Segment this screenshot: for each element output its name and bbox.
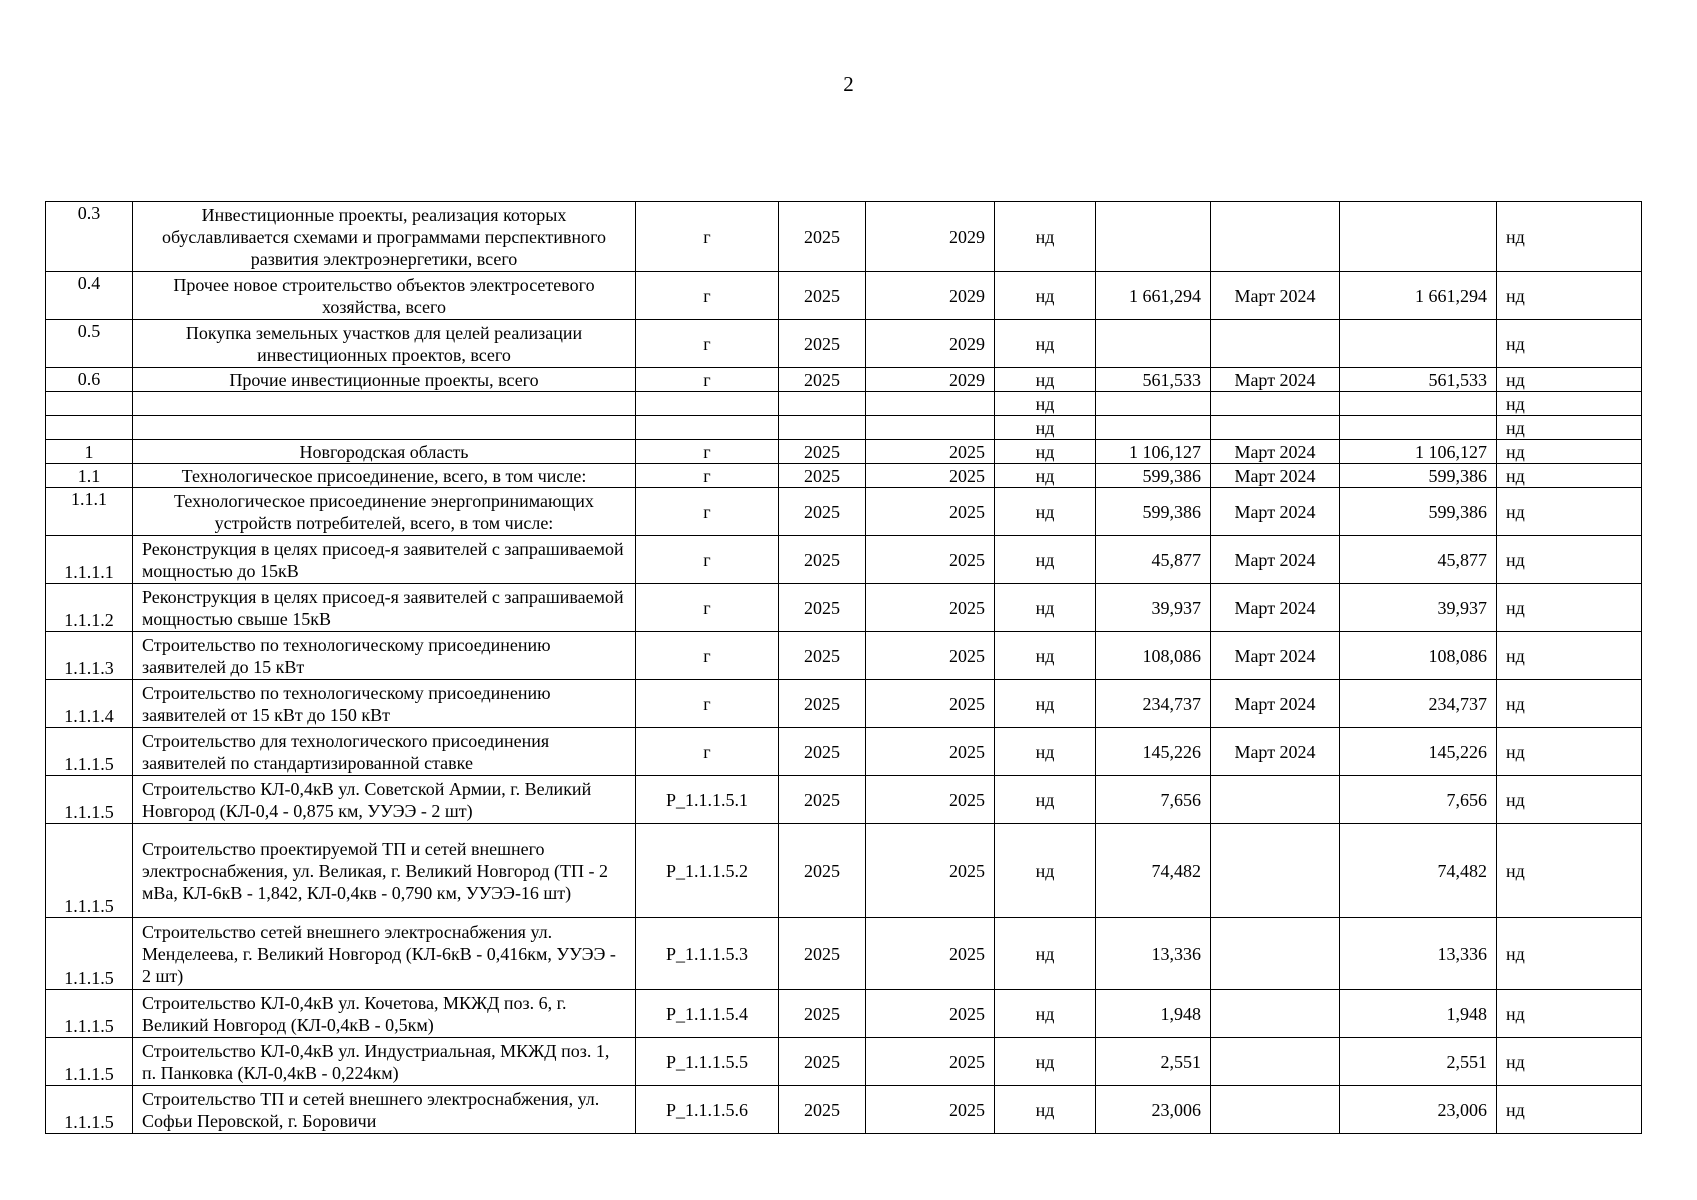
row-nd: нд bbox=[995, 368, 1096, 392]
row-cost-total: 145,226 bbox=[1340, 728, 1497, 776]
row-nd: нд bbox=[995, 632, 1096, 680]
row-name: Строительство для технологического присоединения заявителей по стандартизированной ставке bbox=[133, 728, 636, 776]
row-code bbox=[636, 392, 779, 416]
row-year-start: 2025 bbox=[779, 440, 866, 464]
row-cost: 13,336 bbox=[1096, 918, 1211, 990]
row-code: P_1.1.1.5.1 bbox=[636, 776, 779, 824]
row-nd-last: нд bbox=[1497, 320, 1642, 368]
row-year-start: 2025 bbox=[779, 776, 866, 824]
row-cost-total: 13,336 bbox=[1340, 918, 1497, 990]
row-nd: нд bbox=[995, 728, 1096, 776]
row-cost: 23,006 bbox=[1096, 1086, 1211, 1134]
row-price-date bbox=[1211, 990, 1340, 1038]
row-year-start: 2025 bbox=[779, 464, 866, 488]
row-price-date: Март 2024 bbox=[1211, 488, 1340, 536]
row-code: г bbox=[636, 440, 779, 464]
row-year-start: 2025 bbox=[779, 488, 866, 536]
row-cost-total: 1 661,294 bbox=[1340, 272, 1497, 320]
row-cost: 74,482 bbox=[1096, 824, 1211, 918]
row-name: Строительство КЛ-0,4кВ ул. Кочетова, МКЖД поз. 6, г. Великий Новгород (КЛ-0,4кВ - 0,5км) bbox=[133, 990, 636, 1038]
row-year-start: 2025 bbox=[779, 680, 866, 728]
row-nd: нд bbox=[995, 320, 1096, 368]
row-price-date bbox=[1211, 1038, 1340, 1086]
row-year-start: 2025 bbox=[779, 728, 866, 776]
row-cost bbox=[1096, 320, 1211, 368]
row-nd-last: нд bbox=[1497, 1038, 1642, 1086]
row-cost-total: 23,006 bbox=[1340, 1086, 1497, 1134]
row-nd: нд bbox=[995, 990, 1096, 1038]
table-row bbox=[46, 440, 1642, 464]
row-year-end: 2029 bbox=[866, 272, 995, 320]
row-code: г bbox=[636, 536, 779, 584]
row-cost: 39,937 bbox=[1096, 584, 1211, 632]
table-row bbox=[46, 680, 1642, 728]
table-row bbox=[46, 728, 1642, 776]
row-number: 0.6 bbox=[46, 368, 133, 392]
investment-table bbox=[45, 201, 1642, 1134]
row-number: 1.1 bbox=[46, 464, 133, 488]
row-code: P_1.1.1.5.2 bbox=[636, 824, 779, 918]
table-row bbox=[46, 824, 1642, 918]
table-row bbox=[46, 320, 1642, 368]
row-price-date: Март 2024 bbox=[1211, 536, 1340, 584]
row-name: Строительство по технологическому присоединению заявителей до 15 кВт bbox=[133, 632, 636, 680]
row-nd-last: нд bbox=[1497, 824, 1642, 918]
row-price-date bbox=[1211, 918, 1340, 990]
row-cost-total: 45,877 bbox=[1340, 536, 1497, 584]
table-row bbox=[46, 918, 1642, 990]
table-row bbox=[46, 464, 1642, 488]
row-cost-total: 108,086 bbox=[1340, 632, 1497, 680]
row-cost: 145,226 bbox=[1096, 728, 1211, 776]
row-name: Строительство сетей внешнего электроснабжения ул. Менделеева, г. Великий Новгород (КЛ-6кВ - 0,416км, УУЭЭ - 2 шт) bbox=[133, 918, 636, 990]
row-name: Прочее новое строительство объектов электросетевого хозяйства, всего bbox=[133, 272, 636, 320]
row-nd: нд bbox=[995, 536, 1096, 584]
row-nd: нд bbox=[995, 272, 1096, 320]
row-price-date: Март 2024 bbox=[1211, 272, 1340, 320]
row-year-start: 2025 bbox=[779, 632, 866, 680]
row-cost: 599,386 bbox=[1096, 488, 1211, 536]
row-year-start: 2025 bbox=[779, 320, 866, 368]
row-cost: 7,656 bbox=[1096, 776, 1211, 824]
row-year-end: 2025 bbox=[866, 728, 995, 776]
row-price-date bbox=[1211, 392, 1340, 416]
row-nd: нд bbox=[995, 202, 1096, 272]
row-nd: нд bbox=[995, 776, 1096, 824]
row-cost: 234,737 bbox=[1096, 680, 1211, 728]
row-year-end: 2025 bbox=[866, 1038, 995, 1086]
row-name: Строительство ТП и сетей внешнего электроснабжения, ул. Софьи Перовской, г. Боровичи bbox=[133, 1086, 636, 1134]
row-year-start: 2025 bbox=[779, 202, 866, 272]
row-cost-total: 2,551 bbox=[1340, 1038, 1497, 1086]
table-body bbox=[46, 202, 1642, 1134]
row-year-end bbox=[866, 392, 995, 416]
row-cost-total: 561,533 bbox=[1340, 368, 1497, 392]
row-number: 1.1.1.5 bbox=[46, 728, 133, 776]
row-cost bbox=[1096, 202, 1211, 272]
row-nd-last: нд bbox=[1497, 202, 1642, 272]
table-row bbox=[46, 632, 1642, 680]
row-year-end: 2025 bbox=[866, 680, 995, 728]
row-name: Реконструкция в целях присоед-я заявителей с запрашиваемой мощностью до 15кВ bbox=[133, 536, 636, 584]
row-code: P_1.1.1.5.6 bbox=[636, 1086, 779, 1134]
row-cost-total: 7,656 bbox=[1340, 776, 1497, 824]
row-nd: нд bbox=[995, 1038, 1096, 1086]
row-cost-total: 74,482 bbox=[1340, 824, 1497, 918]
row-name: Строительство по технологическому присоединению заявителей от 15 кВт до 150 кВт bbox=[133, 680, 636, 728]
row-nd: нд bbox=[995, 1086, 1096, 1134]
row-name: Прочие инвестиционные проекты, всего bbox=[133, 368, 636, 392]
row-cost: 1 106,127 bbox=[1096, 440, 1211, 464]
row-year-start: 2025 bbox=[779, 1038, 866, 1086]
row-year-start bbox=[779, 416, 866, 440]
row-code: г bbox=[636, 680, 779, 728]
row-year-start: 2025 bbox=[779, 584, 866, 632]
row-number: 1.1.1.2 bbox=[46, 584, 133, 632]
row-code: г bbox=[636, 368, 779, 392]
row-name bbox=[133, 416, 636, 440]
table-row bbox=[46, 990, 1642, 1038]
row-price-date bbox=[1211, 202, 1340, 272]
row-year-end: 2025 bbox=[866, 1086, 995, 1134]
table-row bbox=[46, 1086, 1642, 1134]
row-year-end: 2029 bbox=[866, 320, 995, 368]
row-cost-total bbox=[1340, 416, 1497, 440]
row-cost-total bbox=[1340, 392, 1497, 416]
row-price-date: Март 2024 bbox=[1211, 464, 1340, 488]
row-code: P_1.1.1.5.4 bbox=[636, 990, 779, 1038]
row-name: Покупка земельных участков для целей реализации инвестиционных проектов, всего bbox=[133, 320, 636, 368]
row-year-start: 2025 bbox=[779, 824, 866, 918]
row-cost bbox=[1096, 392, 1211, 416]
row-name: Строительство проектируемой ТП и сетей внешнего электроснабжения, ул. Великая, г. Великий Новгород (ТП - 2 мВа, КЛ-6кВ - 1,842, КЛ-0,4кв - 0,790 км, УУЭЭ-16 шт) bbox=[133, 824, 636, 918]
row-nd-last: нд bbox=[1497, 488, 1642, 536]
row-nd: нд bbox=[995, 464, 1096, 488]
page-number: 2 bbox=[843, 72, 854, 96]
row-price-date: Март 2024 bbox=[1211, 632, 1340, 680]
row-nd: нд bbox=[995, 440, 1096, 464]
row-number: 0.4 bbox=[46, 272, 133, 320]
row-number: 1.1.1.4 bbox=[46, 680, 133, 728]
row-year-end: 2025 bbox=[866, 440, 995, 464]
row-nd: нд bbox=[995, 416, 1096, 440]
row-name: Реконструкция в целях присоед-я заявителей с запрашиваемой мощностью свыше 15кВ bbox=[133, 584, 636, 632]
row-cost bbox=[1096, 416, 1211, 440]
row-name: Строительство КЛ-0,4кВ ул. Советской Армии, г. Великий Новгород (КЛ-0,4 - 0,875 км, УУЭЭ - 2 шт) bbox=[133, 776, 636, 824]
row-code: г bbox=[636, 728, 779, 776]
row-year-start: 2025 bbox=[779, 990, 866, 1038]
row-year-end: 2029 bbox=[866, 368, 995, 392]
row-year-end: 2025 bbox=[866, 918, 995, 990]
row-code: г bbox=[636, 632, 779, 680]
row-number: 1.1.1.5 bbox=[46, 776, 133, 824]
row-price-date: Март 2024 bbox=[1211, 680, 1340, 728]
row-year-end: 2025 bbox=[866, 584, 995, 632]
row-name: Новгородская область bbox=[133, 440, 636, 464]
row-nd: нд bbox=[995, 488, 1096, 536]
row-year-end: 2025 bbox=[866, 464, 995, 488]
row-price-date: Март 2024 bbox=[1211, 728, 1340, 776]
row-nd-last: нд bbox=[1497, 728, 1642, 776]
row-nd-last: нд bbox=[1497, 632, 1642, 680]
row-year-start bbox=[779, 392, 866, 416]
table-row bbox=[46, 488, 1642, 536]
row-year-end: 2025 bbox=[866, 488, 995, 536]
row-year-end: 2029 bbox=[866, 202, 995, 272]
row-cost-total: 1 106,127 bbox=[1340, 440, 1497, 464]
table-row bbox=[46, 776, 1642, 824]
table-row bbox=[46, 392, 1642, 416]
row-year-start: 2025 bbox=[779, 918, 866, 990]
row-code: г bbox=[636, 464, 779, 488]
row-number: 0.5 bbox=[46, 320, 133, 368]
row-cost-total: 39,937 bbox=[1340, 584, 1497, 632]
row-nd-last: нд bbox=[1497, 440, 1642, 464]
row-number: 1.1.1.5 bbox=[46, 1086, 133, 1134]
row-number bbox=[46, 392, 133, 416]
row-number bbox=[46, 416, 133, 440]
row-cost-total bbox=[1340, 320, 1497, 368]
row-cost: 108,086 bbox=[1096, 632, 1211, 680]
row-cost-total: 234,737 bbox=[1340, 680, 1497, 728]
table-row bbox=[46, 1038, 1642, 1086]
table-row bbox=[46, 536, 1642, 584]
row-code bbox=[636, 416, 779, 440]
row-nd-last: нд bbox=[1497, 584, 1642, 632]
row-code: г bbox=[636, 272, 779, 320]
row-price-date bbox=[1211, 1086, 1340, 1134]
row-price-date: Март 2024 bbox=[1211, 584, 1340, 632]
row-price-date bbox=[1211, 776, 1340, 824]
row-nd-last: нд bbox=[1497, 1086, 1642, 1134]
row-number: 1.1.1.5 bbox=[46, 1038, 133, 1086]
row-code: г bbox=[636, 202, 779, 272]
row-nd: нд bbox=[995, 918, 1096, 990]
row-name: Технологическое присоединение, всего, в том числе: bbox=[133, 464, 636, 488]
row-cost: 1,948 bbox=[1096, 990, 1211, 1038]
row-cost: 1 661,294 bbox=[1096, 272, 1211, 320]
row-code: г bbox=[636, 320, 779, 368]
row-price-date: Март 2024 bbox=[1211, 440, 1340, 464]
row-nd: нд bbox=[995, 680, 1096, 728]
table-row bbox=[46, 416, 1642, 440]
row-year-start: 2025 bbox=[779, 368, 866, 392]
row-cost-total: 1,948 bbox=[1340, 990, 1497, 1038]
row-year-end: 2025 bbox=[866, 824, 995, 918]
row-nd: нд bbox=[995, 824, 1096, 918]
row-year-end: 2025 bbox=[866, 990, 995, 1038]
row-cost: 2,551 bbox=[1096, 1038, 1211, 1086]
row-code: г bbox=[636, 488, 779, 536]
row-name: Строительство КЛ-0,4кВ ул. Индустриальная, МКЖД поз. 1, п. Панковка (КЛ-0,4кВ - 0,224км) bbox=[133, 1038, 636, 1086]
row-nd-last: нд bbox=[1497, 680, 1642, 728]
row-nd-last: нд bbox=[1497, 272, 1642, 320]
row-code: P_1.1.1.5.5 bbox=[636, 1038, 779, 1086]
row-nd: нд bbox=[995, 392, 1096, 416]
row-price-date bbox=[1211, 320, 1340, 368]
row-cost: 45,877 bbox=[1096, 536, 1211, 584]
row-nd-last: нд bbox=[1497, 464, 1642, 488]
table-row bbox=[46, 272, 1642, 320]
row-code: P_1.1.1.5.3 bbox=[636, 918, 779, 990]
row-year-start: 2025 bbox=[779, 1086, 866, 1134]
row-price-date: Март 2024 bbox=[1211, 368, 1340, 392]
row-cost-total: 599,386 bbox=[1340, 464, 1497, 488]
row-price-date bbox=[1211, 824, 1340, 918]
row-number: 1.1.1.5 bbox=[46, 918, 133, 990]
row-year-start: 2025 bbox=[779, 272, 866, 320]
row-code: г bbox=[636, 584, 779, 632]
row-number: 1.1.1.1 bbox=[46, 536, 133, 584]
row-cost: 561,533 bbox=[1096, 368, 1211, 392]
row-number: 1.1.1.5 bbox=[46, 824, 133, 918]
row-nd-last: нд bbox=[1497, 368, 1642, 392]
row-number: 0.3 bbox=[46, 202, 133, 272]
row-year-end bbox=[866, 416, 995, 440]
row-year-end: 2025 bbox=[866, 632, 995, 680]
table-row bbox=[46, 368, 1642, 392]
row-year-end: 2025 bbox=[866, 776, 995, 824]
row-number: 1 bbox=[46, 440, 133, 464]
row-year-end: 2025 bbox=[866, 536, 995, 584]
row-name bbox=[133, 392, 636, 416]
row-number: 1.1.1.5 bbox=[46, 990, 133, 1038]
row-number: 1.1.1.3 bbox=[46, 632, 133, 680]
row-name: Инвестиционные проекты, реализация которых обуславливается схемами и программами перспективного развития электроэнергетики, всего bbox=[133, 202, 636, 272]
row-year-start: 2025 bbox=[779, 536, 866, 584]
row-nd-last: нд bbox=[1497, 990, 1642, 1038]
row-nd-last: нд bbox=[1497, 776, 1642, 824]
row-cost-total bbox=[1340, 202, 1497, 272]
table-row bbox=[46, 202, 1642, 272]
row-cost-total: 599,386 bbox=[1340, 488, 1497, 536]
row-name: Технологическое присоединение энергопринимающих устройств потребителей, всего, в том числе: bbox=[133, 488, 636, 536]
row-number: 1.1.1 bbox=[46, 488, 133, 536]
row-nd-last: нд bbox=[1497, 416, 1642, 440]
row-nd-last: нд bbox=[1497, 392, 1642, 416]
row-price-date bbox=[1211, 416, 1340, 440]
row-cost: 599,386 bbox=[1096, 464, 1211, 488]
row-nd-last: нд bbox=[1497, 918, 1642, 990]
table-row bbox=[46, 584, 1642, 632]
row-nd: нд bbox=[995, 584, 1096, 632]
row-nd-last: нд bbox=[1497, 536, 1642, 584]
